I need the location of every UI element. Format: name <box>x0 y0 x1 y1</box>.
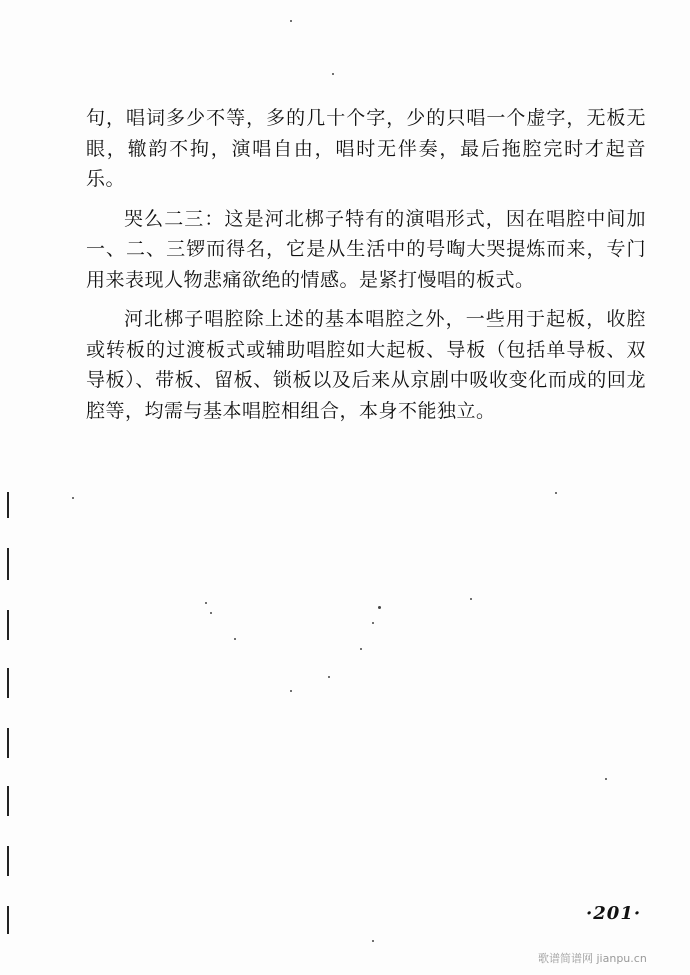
scan-speck <box>605 778 607 780</box>
binding-edge-mark <box>7 846 9 876</box>
binding-edge-mark <box>7 786 9 816</box>
scan-speck <box>378 606 381 609</box>
scan-speck <box>360 648 362 650</box>
scan-speck <box>72 497 74 499</box>
binding-edge-mark <box>7 548 9 580</box>
scan-speck <box>234 638 236 640</box>
body-text <box>86 103 646 426</box>
scan-speck <box>290 690 292 692</box>
scan-speck <box>290 20 292 22</box>
scan-speck <box>372 940 374 942</box>
paragraph-continuation: 句，唱词多少不等，多的几十个字，少的只唱一个虚字，无板无眼，辙韵不拘，演唱自由，唱时无伴奏，最后拖腔完时才起音乐。 <box>86 107 646 190</box>
page-number: ·201· <box>586 903 642 924</box>
scan-speck <box>470 598 472 600</box>
binding-edge-mark <box>7 668 9 698</box>
binding-edge-mark <box>7 728 9 758</box>
scan-speck <box>205 602 207 604</box>
scan-speck <box>328 676 330 678</box>
watermark: 歌谱简谱网 jianpu.cn <box>538 952 647 965</box>
paragraph-transitional-forms: 河北梆子唱腔除上述的基本唱腔之外，一些用于起板，收腔或转板的过渡板式或辅助唱腔如大起板、导板（包括单导板、双导板）、带板、留板、锁板以及后来从京剧中吸收变化而成的回龙腔等，均需与基本唱腔相组合，本身不能独立。 <box>86 308 646 422</box>
binding-edge-mark <box>7 492 9 518</box>
paragraph-kumo-ersan: 哭么二三：这是河北梆子特有的演唱形式，因在唱腔中间加一、二、三锣而得名，它是从生活中的号啕大哭提炼而来，专门用来表现人物悲痛欲绝的情感。是紧打慢唱的板式。 <box>86 207 646 291</box>
scan-speck <box>372 622 374 624</box>
scan-speck <box>332 73 334 75</box>
scan-speck <box>210 612 212 614</box>
binding-edge-mark <box>7 906 9 934</box>
scan-speck <box>555 492 557 494</box>
binding-edge-mark <box>7 610 9 640</box>
